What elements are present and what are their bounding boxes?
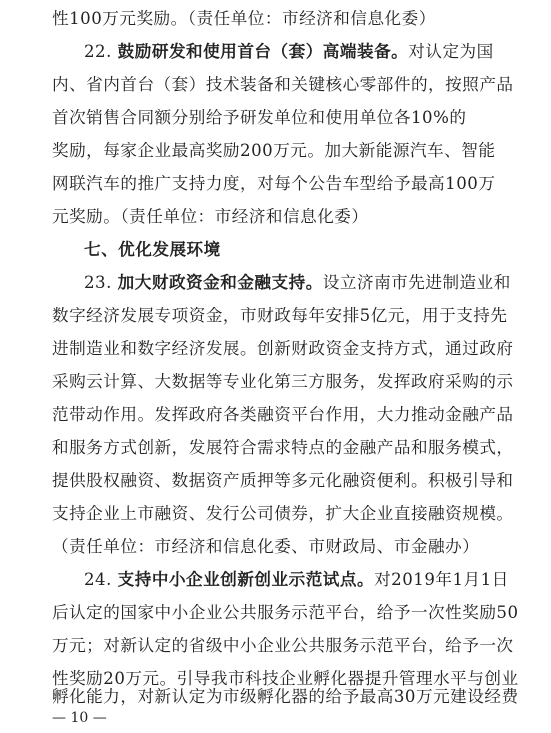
section-heading: 七、优化发展环境 <box>84 240 221 259</box>
text-line: 支持企业上市融资、发行公司债券，扩大企业直接融资规模。 <box>52 504 514 523</box>
item-number: 23. <box>84 273 112 292</box>
item-number: 22. <box>84 42 112 61</box>
item-22-line <box>84 41 507 63</box>
text-line: 进制造业和数字经济发展。创新财政资金支持方式，通过政府 <box>52 339 514 358</box>
text-line: 万元；对新认定的省级中小企业公共服务示范平台，给予一次 <box>52 636 514 655</box>
text-line: 后认定的国家中小企业公共服务示范平台，给予一次性奖励50 <box>52 603 519 622</box>
item-title: 支持中小企业创新创业示范试点。 <box>117 570 375 589</box>
text-line: 和服务方式创新，发展符合需求特点的金融产品和服务模式， <box>52 438 514 457</box>
text-line: （责任单位：市经济和信息化委、市财政局、市金融办） <box>52 537 480 556</box>
text-line: 内、省内首台（套）技术装备和关键核心零部件的，按照产品 <box>52 75 514 94</box>
text-line: 范带动作用。发挥政府各类融资平台作用，大力推动金融产品 <box>52 405 514 424</box>
page-number: — 10 — <box>52 710 107 726</box>
text-line: 孵化能力，对新认定为市级孵化器的给予最高30万元建设经费 <box>52 687 519 706</box>
text-line: 提供股权融资、数据资产质押等多元化融资便利。积极引导和 <box>52 471 514 490</box>
item-text: 设立济南市先进制造业和 <box>322 273 511 292</box>
text-line: 奖励，每家企业最高奖励200万元。加大新能源汽车、智能 <box>52 141 496 160</box>
text-line: 元奖励。（责任单位：市经济和信息化委） <box>52 207 369 226</box>
item-23-line <box>84 272 511 294</box>
text-line: 采购云计算、大数据等专业化第三方服务，发挥政府采购的示 <box>52 372 514 391</box>
text-line: 数字经济发展专项资金，市财政每年安排5亿元，用于支持先 <box>52 306 508 325</box>
text-line: 性奖励20万元。引导我市科技企业孵化器提升管理水平与创业 <box>52 669 519 688</box>
item-number: 24. <box>84 570 112 589</box>
item-text: 对认定为国 <box>408 42 494 61</box>
item-title: 加大财政资金和金融支持。 <box>117 273 323 292</box>
text-line: 性100万元奖励。（责任单位：市经济和信息化委） <box>52 9 436 28</box>
text-line: 首次销售合同额分别给予研发单位和使用单位各10%的 <box>52 108 467 127</box>
text-line: 网联汽车的推广支持力度，对每个公告车型给予最高100万 <box>52 174 496 193</box>
item-title: 鼓励研发和使用首台（套）高端装备。 <box>117 42 409 61</box>
item-24-line <box>84 569 507 591</box>
item-text: 对2019年1月1日 <box>374 570 509 589</box>
